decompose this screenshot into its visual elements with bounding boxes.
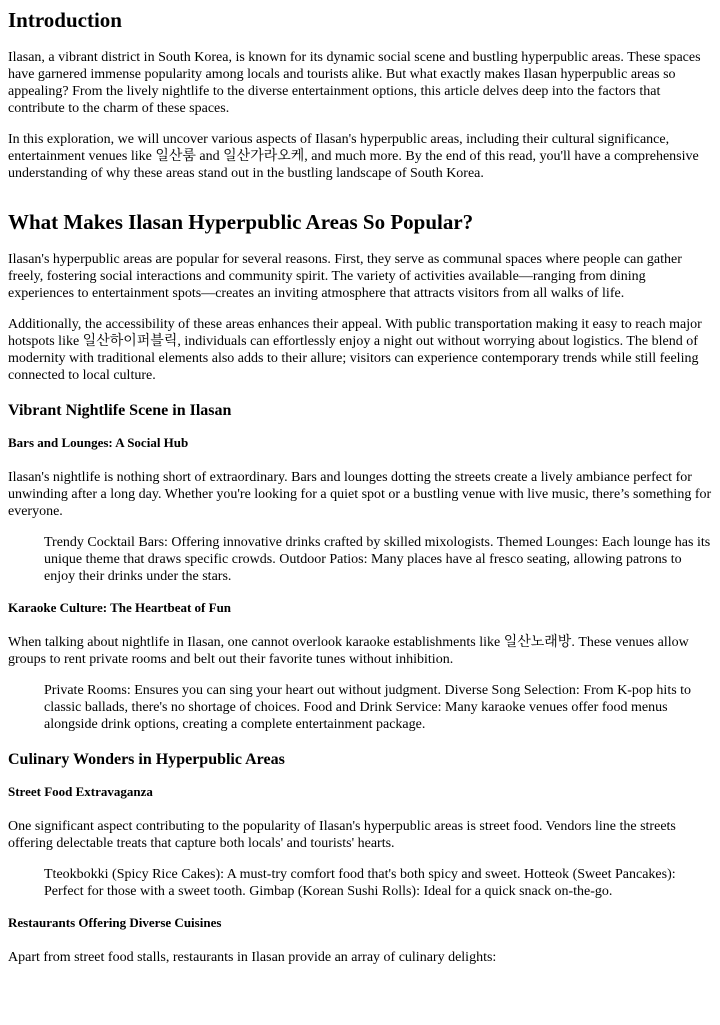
karaoke-text-b: . These venues allow groups to rent private rooms and belt out their favorite tunes without inhibition. [8, 635, 689, 667]
heading-culinary: Culinary Wonders in Hyperpublic Areas [8, 751, 285, 768]
karaoke-paragraph [8, 634, 712, 668]
intro-text-b: and [195, 149, 224, 164]
intro-text-a: In this exploration, we will uncover various aspects of Ilasan's hyperpublic areas, including their cultural significance, entertainment venues like [8, 132, 670, 164]
heading-nightlife: Vibrant Nightlife Scene in Ilasan [8, 402, 232, 419]
intro-text-c: , and much more. By the end of this read, you'll have a comprehensive understanding of why these areas stand out in the bustling landscape of South Korea. [8, 149, 699, 181]
karaoke-text-a: When talking about nightlife in Ilasan, one cannot overlook karaoke establishments like [8, 635, 504, 650]
popular-text-b: , individuals can effortlessly enjoy a night out without worrying about logistics. The blend of modernity with traditional elements also adds to their allure; visitors can experience contemporary trends while still feeling connected to local culture. [8, 334, 699, 383]
heading-restaurants: Restaurants Offering Diverse Cuisines [8, 915, 222, 930]
street-food-paragraph: One significant aspect contributing to the popularity of Ilasan's hyperpublic areas is street food. Vendors line the streets offering delectable treats that capture both locals' and tourists' hearts. [8, 819, 676, 851]
link-ilsan-room[interactable]: 일산룸 [155, 149, 196, 164]
intro-paragraph-1: Ilasan, a vibrant district in South Korea, is known for its dynamic social scene and bustling hyperpublic areas. These spaces have garnered immense popularity among locals and tourists alike. But what exactly makes Ilasan hyperpublic areas so appealing? From the lively nightlife to the diverse entertainment options, this article delves deep into the factors that contribute to the charm of these spaces. [8, 50, 701, 116]
intro-paragraph-2 [8, 131, 712, 182]
link-ilsan-hyperpublic[interactable]: 일산하이퍼블릭 [82, 334, 178, 349]
link-ilsan-karaoke[interactable]: 일산가라오케 [223, 149, 305, 164]
article [0, 8, 720, 966]
popular-paragraph-1: Ilasan's hyperpublic areas are popular for several reasons. First, they serve as communal spaces where people can gather freely, fostering social interactions and community spirit. The variety of activities available—ranging from dining experiences to entertainment spots—creates an inviting atmosphere that attracts visitors from all walks of life. [8, 252, 682, 301]
popular-paragraph-2 [8, 316, 712, 384]
heading-introduction: Introduction [8, 8, 122, 32]
heading-bars-lounges: Bars and Lounges: A Social Hub [8, 435, 189, 450]
link-ilsan-noraebang[interactable]: 일산노래방 [503, 635, 572, 650]
bars-paragraph: Ilasan's nightlife is nothing short of extraordinary. Bars and lounges dotting the streets create a lively ambiance perfect for unwinding after a long day. Whether you're looking for a quiet spot or a bustling venue with live music, there’s something for everyone. [8, 470, 712, 519]
karaoke-list-quote: Private Rooms: Ensures you can sing your heart out without judgment. Diverse Song Selection: From K-pop hits to classic ballads, there's no shortage of choices. Food and Drink Service: Many karaoke venues offer food menus alongside drink options, creating a complete entertainment package. [44, 683, 692, 732]
street-food-list-quote: Tteokbokki (Spicy Rice Cakes): A must-try comfort food that's both spicy and sweet. Hotteok (Sweet Pancakes): Perfect for those with a sweet tooth. Gimbap (Korean Sushi Rolls): Ideal for a quick snack on-the-go. [44, 867, 676, 899]
popular-text-a: Additionally, the accessibility of these areas enhances their appeal. With public transportation making it easy to reach major hotspots like [8, 317, 702, 349]
heading-street-food: Street Food Extravaganza [8, 784, 153, 799]
bars-list-quote: Trendy Cocktail Bars: Offering innovative drinks crafted by skilled mixologists. Themed Lounges: Each lounge has its unique theme that draws specific crowds. Outdoor Patios: Many places have al fresco seating, allowing patrons to enjoy their drinks under the stars. [44, 535, 711, 584]
heading-karaoke: Karaoke Culture: The Heartbeat of Fun [8, 600, 232, 615]
restaurants-paragraph: Apart from street food stalls, restaurants in Ilasan provide an array of culinary delights: [8, 950, 497, 965]
heading-popular: What Makes Ilasan Hyperpublic Areas So Popular? [8, 210, 474, 234]
